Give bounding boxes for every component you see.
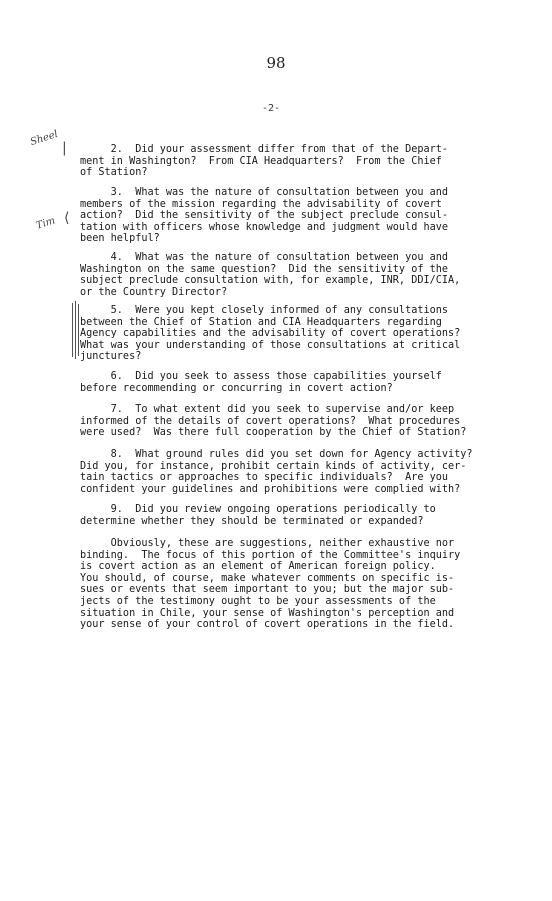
question-2: 2. Did your assessment differ from that of the Depart- ment in Washington? From CIA Headquarters? From the Chief of Station? xyxy=(80,144,449,179)
margin-line-3 xyxy=(78,304,79,356)
question-8: 8. What ground rules did you set down for Agency activity? Did you, for instance, prohibit certain kinds of activity, cer- tain tactics or approaches to specific individuals? Are you confident your guidelines and prohibitions were complied with? xyxy=(80,449,473,495)
margin-note-2: Tim xyxy=(34,215,57,232)
question-6: 6. Did you seek to assess those capabilities yourself before recommending or concurring in covert action? xyxy=(80,371,442,394)
question-9: 9. Did you review ongoing operations periodically to determine whether they should be terminated or expanded? xyxy=(80,504,436,527)
margin-line-2 xyxy=(75,301,76,359)
margin-bracket-1: | xyxy=(62,140,67,156)
page-number: 98 xyxy=(266,54,286,72)
question-7: 7. To what extent did you seek to supervise and/or keep informed of the details of covert operations? What procedures were used? Was there full cooperation by the Chief of Station? xyxy=(80,404,467,439)
question-5: 5. Were you kept closely informed of any consultations between the Chief of Station and CIA Headquarters regarding Agency capabilities and the advisability of covert operations? What was your understanding of those consultations at critical junctures? xyxy=(80,305,461,363)
margin-bracket-2: ⟨ xyxy=(64,210,70,226)
margin-note-1: Sheel xyxy=(28,128,60,149)
closing-paragraph: Obviously, these are suggestions, neither exhaustive nor binding. The focus of this portion of the Committee's inquiry is covert action as an element of American foreign policy. You should, of course, make whatever comments on specific is- sues or events that seem important to you; but the major sub- jects of the testimony ought to be your assessments of the situation in Chile, your sense of Washington's perception and your sense of your control of covert operations in the field. xyxy=(80,538,461,631)
question-4: 4. What was the nature of consultation between you and Washington on the same question? Did the sensitivity of the subject preclude consultation with, for example, INR, DDI/CIA, or the Country Director? xyxy=(80,252,461,298)
margin-line-1 xyxy=(72,303,73,357)
sub-page-number: -2- xyxy=(262,103,281,114)
question-3: 3. What was the nature of consultation between you and members of the mission regarding the advisability of covert action? Did the sensitivity of the subject preclude consul- tation with officers whose knowledge and judgment would have been helpful? xyxy=(80,187,449,245)
